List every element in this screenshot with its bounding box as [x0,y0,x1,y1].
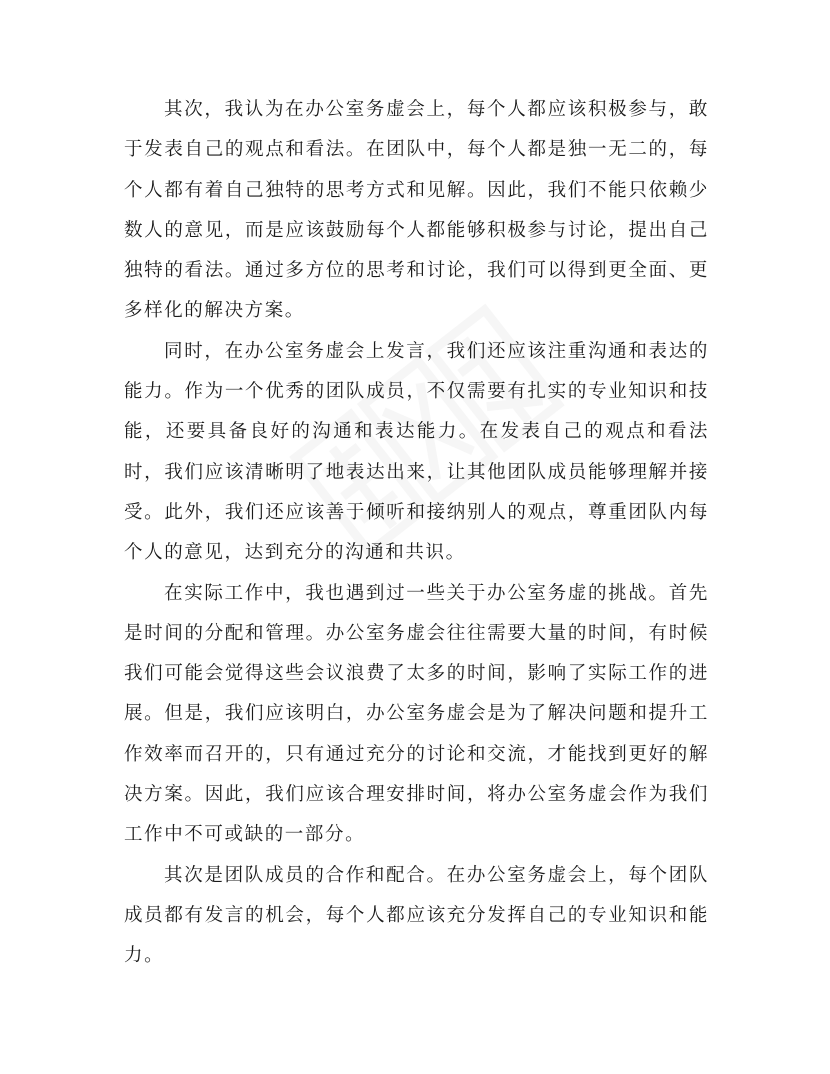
document-body [124,90,709,977]
paragraph-3: 在实际工作中，我也遇到过一些关于办公室务虚的挑战。首先是时间的分配和管理。办公室务虚会往往需要大量的时间，有时候我们可能会觉得这些会议浪费了太多的时间，影响了实际工作的进展。但是，我们应该明白，办公室务虚会是为了解决问题和提升工作效率而召开的，只有通过充分的讨论和交流，才能找到更好的解决方案。因此，我们应该合理安排时间，将办公室务虚会作为我们工作中不可或缺的一部分。 [124,582,709,846]
paragraph-2: 同时，在办公室务虚会上发言，我们还应该注重沟通和表达的能力。作为一个优秀的团队成员，不仅需要有扎实的专业知识和技能，还要具备良好的沟通和表达能力。在发表自己的观点和看法时，我们应该清晰明了地表达出来，让其他团队成员能够理解并接受。此外，我们还应该善于倾听和接纳别人的观点，尊重团队内每个人的意见，达到充分的沟通和共识。 [124,340,709,564]
paragraph-4: 其次是团队成员的合作和配合。在办公室务虚会上，每个团队成员都有发言的机会，每个人都应该充分发挥自己的专业知识和能力。 [124,864,709,967]
paragraph-1: 其次，我认为在办公室务虚会上，每个人都应该积极参与，敢于发表自己的观点和看法。在团队中，每个人都是独一无二的，每个人都有着自己独特的思考方式和见解。因此，我们不能只依赖少数人的意见，而是应该鼓励每个人都能够积极参与讨论，提出自己独特的看法。通过多方位的思考和讨论，我们可以得到更全面、更多样化的解决方案。 [124,99,709,322]
